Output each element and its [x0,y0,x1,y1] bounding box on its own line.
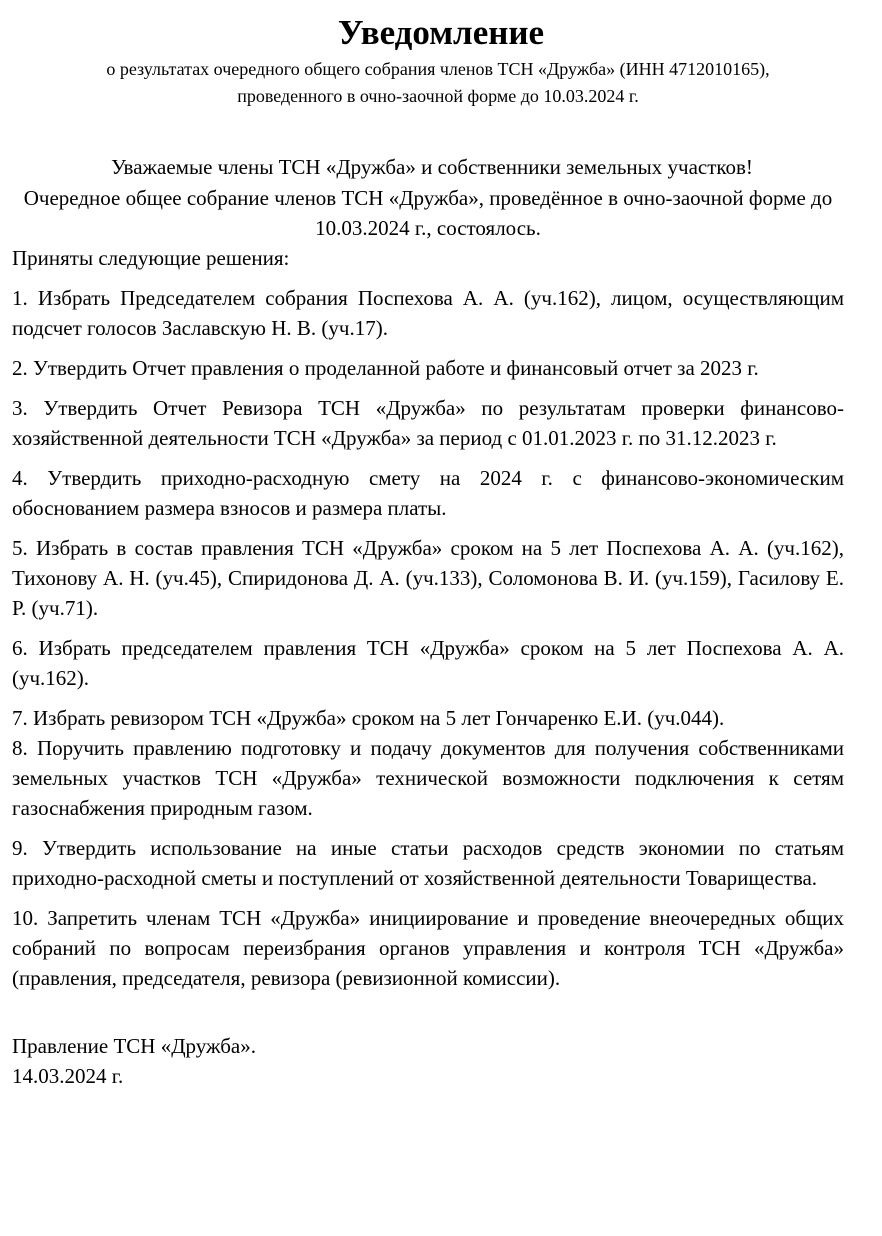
subtitle-line-1: о результатах очередного общего собрания членов ТСН «Дружба» (ИНН 4712010165), [106,59,770,79]
subtitle-line-2: проведенного в очно-заочной форме до 10.03.2024 г. [237,86,639,106]
document-subtitle [12,56,844,110]
signature: Правление ТСН «Дружба». [12,1034,256,1058]
decision-item-2: 2. Утвердить Отчет правления о проделанной работе и финансовый отчет за 2023 г. [12,356,759,380]
decision-item-5: 5. Избрать в состав правления ТСН «Дружба» сроком на 5 лет Поспехова А. А. (уч.162), Тихонову А. Н. (уч.45), Спиридонова Д. А. (уч.133), Соломонова В. И. (уч.159), Гасилову Е. Р. (уч.71). [12,536,844,620]
decision-item-4: 4. Утвердить приходно-расходную смету на 2024 г. с финансово-экономическим обоснованием размера взносов и размера платы. [12,466,844,520]
decision-item-9: 9. Утвердить использование на иные статьи расходов средств экономии по статьям приходно-расходной сметы и поступлений от хозяйственной деятельности Товарищества. [12,836,844,890]
document-title: Уведомление [337,13,545,52]
decisions-list [12,283,844,993]
intro-paragraph: Очередное общее собрание членов ТСН «Дружба», проведённое в очно-заочной форме до 10.03.2024 г., состоялось. [23,186,833,240]
decisions-label: Приняты следующие решения: [12,246,290,270]
document-footer [12,1031,844,1091]
decision-item-3: 3. Утвердить Отчет Ревизора ТСН «Дружба» по результатам проверки финансово-хозяйственной деятельности ТСН «Дружба» за период с 01.01.2023 г. по 31.12.2023 г. [12,396,844,450]
issue-date: 14.03.2024 г. [12,1064,124,1088]
greeting: Уважаемые члены ТСН «Дружба» и собственники земельных участков! [111,155,753,179]
decision-item-7: 7. Избрать ревизором ТСН «Дружба» сроком на 5 лет Гончаренко Е.И. (уч.044). [12,706,725,730]
decision-item-10: 10. Запретить членам ТСН «Дружба» инициирование и проведение внеочередных общих собраний по вопросам переизбрания органов управления и контроля ТСН «Дружба» (правления, председателя, ревизора (ревизионной комиссии). [12,906,844,990]
decision-item-6: 6. Избрать председателем правления ТСН «Дружба» сроком на 5 лет Поспехова А. А. (уч.162). [12,636,844,690]
decision-item-1: 1. Избрать Председателем собрания Поспехова А. А. (уч.162), лицом, осуществляющим подсчет голосов Заславскую Н. В. (уч.17). [12,286,844,340]
decision-item-8: 8. Поручить правлению подготовку и подачу документов для получения собственниками земельных участков ТСН «Дружба» технической возможности подключения к сетям газоснабжения природным газом. [12,736,844,820]
